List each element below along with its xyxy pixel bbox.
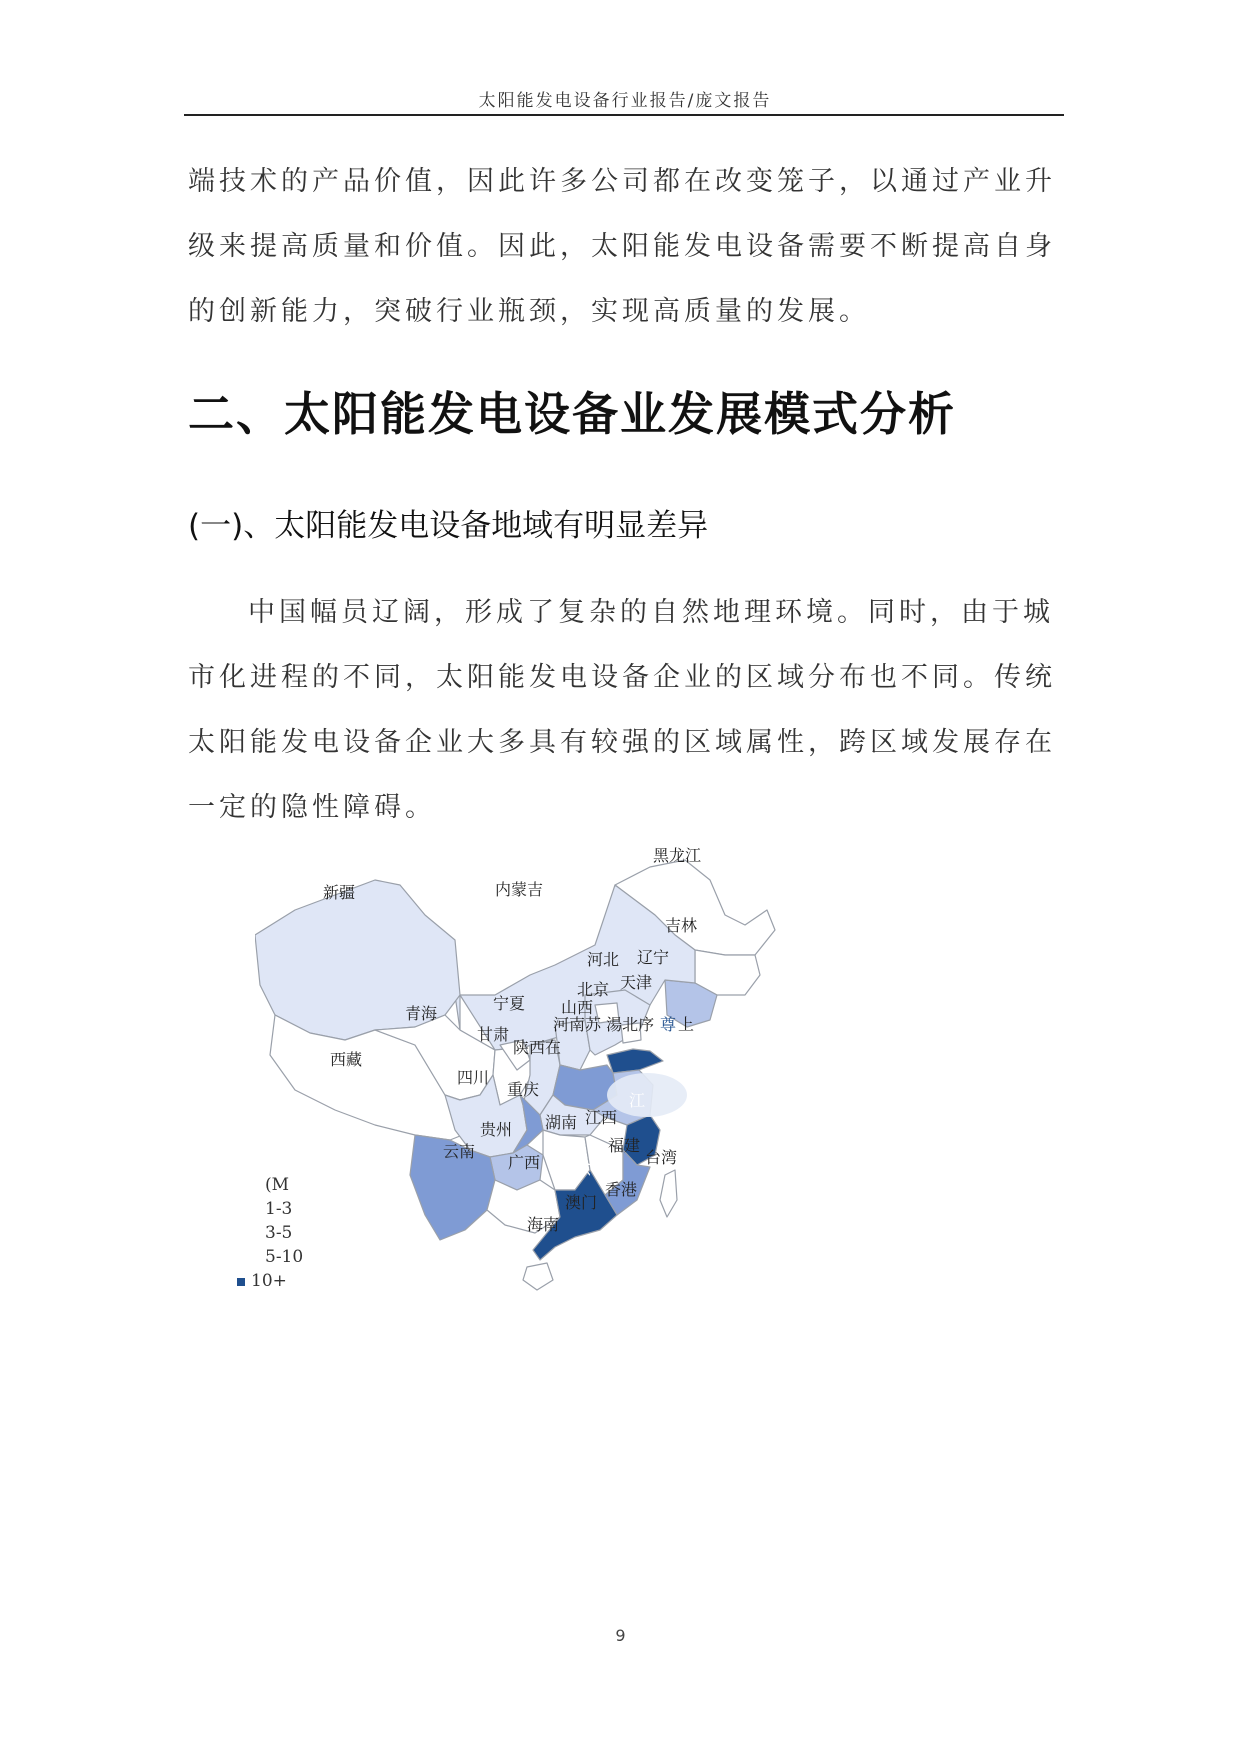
- label-taiwan: 台湾: [645, 1148, 678, 1167]
- page-number: 9: [615, 1626, 626, 1645]
- label-shanxi: 山西: [561, 998, 594, 1017]
- label-shang: 上: [678, 1015, 695, 1034]
- paragraph-1: 端技术的产品价值，因此许多公司都在改变笼子，以通过产业升级来提高质量和价值。因此，太阳能发电设备需要不断提高自身的创新能力，突破行业瓶颈，实现高质量的发展。: [188, 166, 1056, 327]
- label-yunnan: 云南: [443, 1142, 476, 1161]
- label-hunan: 湖南: [545, 1113, 578, 1132]
- map-legend: [251, 1173, 304, 1293]
- legend-item-1: 1-3: [265, 1199, 293, 1219]
- label-ningxia: 宁夏: [493, 994, 526, 1013]
- label-henan-line: 河南苏 湯北序: [553, 1015, 655, 1034]
- legend-item-3: 5-10: [265, 1247, 304, 1267]
- section-heading: 二、太阳能发电设备业发展模式分析: [188, 387, 956, 441]
- label-zun: 尊: [660, 1015, 677, 1034]
- label-hainan: 海南: [527, 1215, 560, 1234]
- label-heilongjiang: 黑龙江: [653, 846, 702, 865]
- label-jilin: 吉林: [665, 916, 698, 935]
- paragraph-2: 中国幅员辽阔，形成了复杂的自然地理环境。同时，由于城市化进程的不同，太阳能发电设备企业的区域分布也不同。传统太阳能发电设备企业大多具有较强的区域属性，跨区域发展存在一定的隐性障碍。: [188, 597, 1056, 823]
- label-sichuan: 四川: [457, 1068, 490, 1087]
- label-liaoning: 辽宁: [637, 948, 670, 967]
- label-chongqing: 重庆: [507, 1080, 540, 1099]
- header-rule: [184, 114, 1064, 116]
- region-shandong: [607, 1049, 663, 1073]
- region-hainan: [523, 1263, 553, 1290]
- page-header: 太阳能发电设备行业报告/庞文报告: [478, 91, 772, 111]
- subsection-heading: (一)、太阳能发电设备地域有明显差异: [188, 508, 709, 544]
- label-shaanxi: 陕西在: [513, 1038, 562, 1057]
- region-taiwan: [660, 1170, 677, 1217]
- legend-swatch-icon: [237, 1278, 245, 1286]
- label-guizhou: 贵州: [480, 1120, 513, 1139]
- label-neimenggu: 内蒙吉: [495, 880, 544, 899]
- label-xinjiang: 新疆: [323, 883, 356, 902]
- china-map-figure: [251, 846, 825, 1335]
- label-gansu: 甘肃: [477, 1025, 510, 1044]
- label-jiangxi: 江西: [585, 1108, 618, 1127]
- label-hebei: 河北: [587, 950, 620, 969]
- label-guangxi: 广西: [508, 1153, 541, 1172]
- label-qinghai: 青海: [405, 1004, 438, 1023]
- blur-patch: [607, 1073, 687, 1117]
- legend-item-4: 10+: [237, 1269, 303, 1293]
- label-aomen: 澳门: [565, 1193, 598, 1212]
- label-xizang: 西藏: [330, 1050, 363, 1069]
- label-beijing: 北京: [577, 980, 610, 999]
- label-dong: 东: [575, 1160, 592, 1179]
- legend-title: (M: [265, 1175, 290, 1195]
- label-tianjin: 天津: [620, 973, 653, 992]
- label-zhe: 江: [629, 1091, 646, 1110]
- china-map-svg: [255, 855, 825, 1335]
- label-fujian: 福建: [608, 1136, 641, 1155]
- label-xianggang: 香港: [605, 1180, 638, 1199]
- legend-item-2: 3-5: [265, 1223, 293, 1243]
